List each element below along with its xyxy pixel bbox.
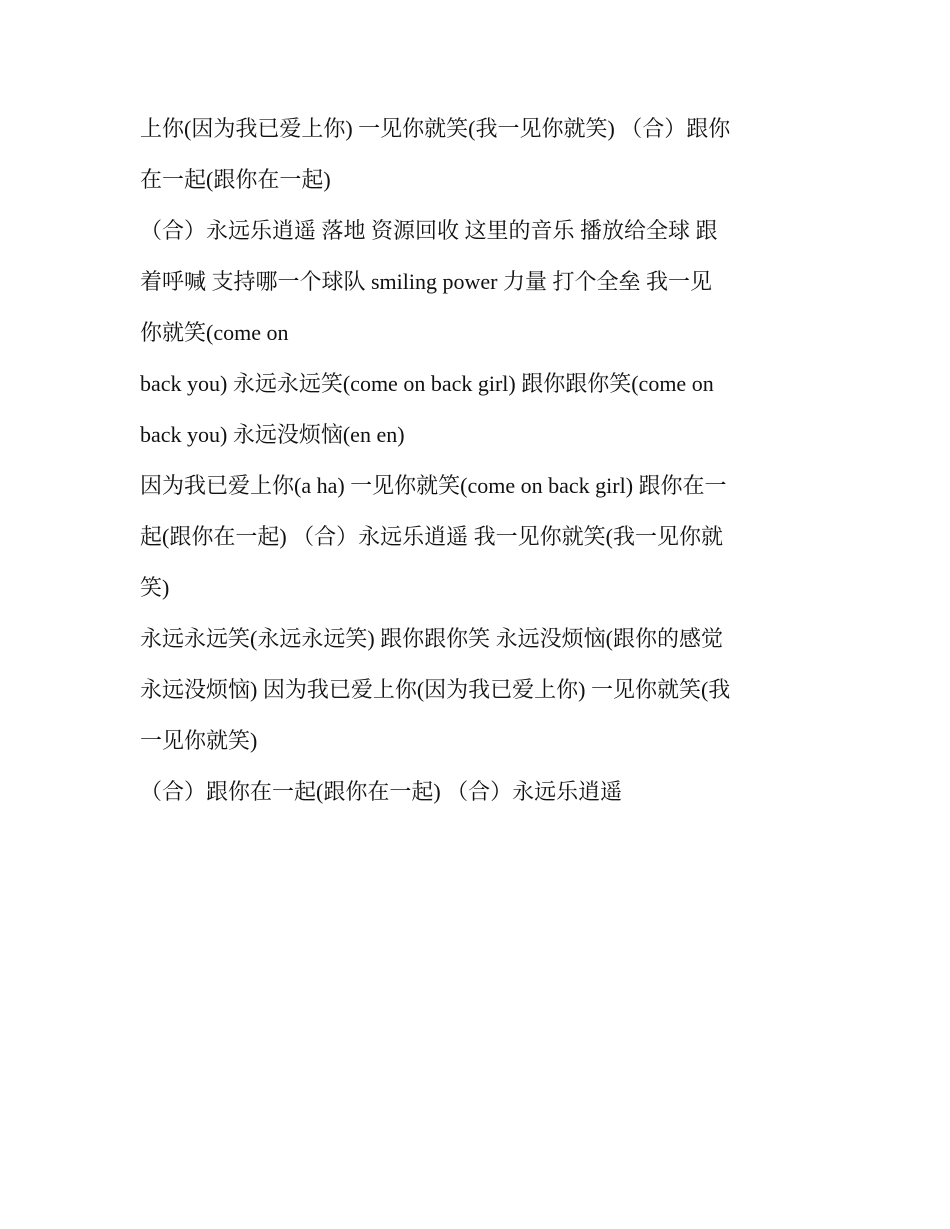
- text-line: 起(跟你在一起) （合）永远乐逍遥 我一见你就笑(我一见你就: [140, 524, 723, 549]
- text-line: 永远没烦恼) 因为我已爱上你(因为我已爱上你) 一见你就笑(我: [140, 677, 731, 702]
- text-line: 笑): [140, 575, 170, 600]
- text-line: 一见你就笑): [140, 728, 258, 753]
- text-line: back you) 永远永远笑(come on back girl) 跟你跟你笑(come on: [140, 371, 714, 396]
- text-line: （合）跟你在一起(跟你在一起) （合）永远乐逍遥: [140, 779, 623, 804]
- text-line: 因为我已爱上你(a ha) 一见你就笑(come on back girl) 跟你在一: [140, 473, 727, 498]
- lyrics-body: [140, 103, 812, 817]
- text-line: 着呼喊 支持哪一个球队 smiling power 力量 打个全垒 我一见: [140, 269, 712, 294]
- text-line: back you) 永远没烦恼(en en): [140, 422, 405, 447]
- text-line: 上你(因为我已爱上你) 一见你就笑(我一见你就笑) （合）跟你: [140, 116, 731, 141]
- text-line: 永远永远笑(永远永远笑) 跟你跟你笑 永远没烦恼(跟你的感觉: [140, 626, 723, 651]
- text-line: 在一起(跟你在一起): [140, 167, 331, 192]
- text-line: （合）永远乐逍遥 落地 资源回收 这里的音乐 播放给全球 跟: [140, 218, 718, 243]
- text-line: 你就笑(come on: [140, 320, 289, 345]
